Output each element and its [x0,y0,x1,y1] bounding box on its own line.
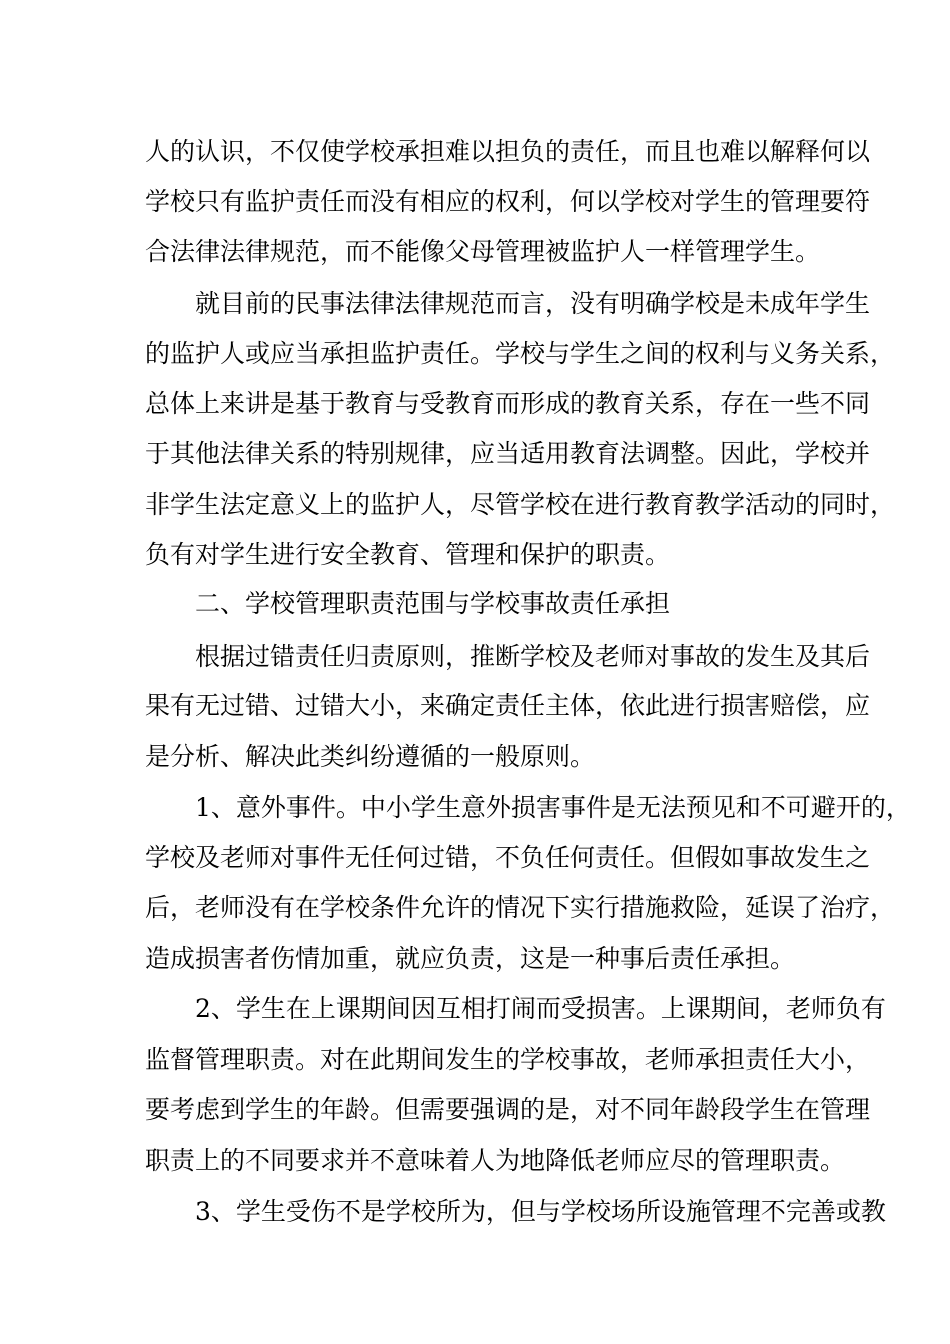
text-line: 就目前的民事法律法律规范而言，没有明确学校是未成年学生 [145,289,871,318]
text-line: 负有对学生进行安全教育、管理和保护的职责。 [145,540,671,569]
text-line: 3、学生受伤不是学校所为，但与学校场所设施管理不完善或教 [145,1197,886,1226]
text-line: 要考虑到学生的年龄。但需要强调的是，对不同年龄段学生在管理 [145,1095,871,1124]
text-line: 非学生法定意义上的监护人，尽管学校在进行教育教学活动的同时， [145,490,896,519]
text-line: 总体上来讲是基于教育与受教育而形成的教育关系，存在一些不同 [145,389,871,418]
text-line: 1、意外事件。中小学生意外损害事件是无法预见和不可避开的， [145,793,911,822]
text-line: 根据过错责任归责原则，推断学校及老师对事故的发生及其后 [145,642,871,671]
text-line: 2、学生在上课期间因互相打闹而受损害。上课期间，老师负有 [145,994,886,1023]
text-line: 合法律法律规范，而不能像父母管理被监护人一样管理学生。 [145,237,821,266]
text-line: 的监护人或应当承担监护责任。学校与学生之间的权利与义务关系， [145,339,896,368]
text-line: 学校及老师对事件无任何过错，不负任何责任。但假如事故发生之 [145,843,871,872]
text-line: 于其他法律关系的特别规律，应当适用教育法调整。因此，学校并 [145,439,871,468]
text-line: 是分析、解决此类纠纷遵循的一般原则。 [145,742,596,771]
text-line: 果有无过错、过错大小，来确定责任主体，依此进行损害赔偿，应 [145,691,871,720]
text-line: 人的认识，不仅使学校承担难以担负的责任，而且也难以解释何以 [145,137,871,166]
text-line: 后，老师没有在学校条件允许的情况下实行措施救险，延误了治疗， [145,893,896,922]
text-line: 学校只有监护责任而没有相应的权利，何以学校对学生的管理要符 [145,187,871,216]
text-line: 职责上的不同要求并不意味着人为地降低老师应尽的管理职责。 [145,1146,846,1175]
text-line: 监督管理职责。对在此期间发生的学校事故，老师承担责任大小， [145,1045,871,1074]
section-heading: 二、学校管理职责范围与学校事故责任承担 [145,589,671,618]
text-line: 造成损害者伤情加重，就应负责，这是一种事后责任承担。 [145,944,796,973]
